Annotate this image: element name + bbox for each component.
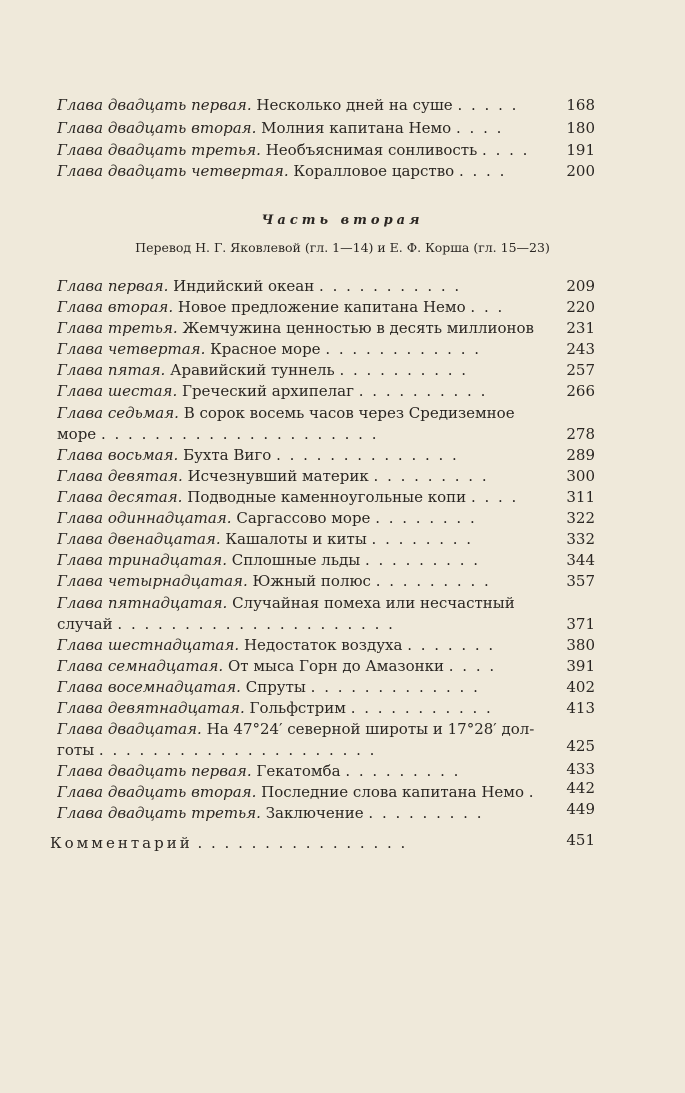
chapter-title: В сорок восемь часов через Средиземное: [183, 404, 515, 422]
page-number: 442: [566, 779, 595, 797]
leader-dots: . . . . . . . . . . . . . . . . . . . . .: [100, 425, 379, 443]
toc-entry: [57, 118, 543, 138]
toc-entry-continuation: [57, 424, 543, 444]
toc-entry-commentary: [50, 833, 543, 853]
page-number: 220: [566, 298, 595, 316]
leader-dots: . . . . . . . . . . . . .: [310, 678, 480, 696]
toc-entry-continuation: [57, 614, 543, 634]
leader-dots: . . . . .: [457, 96, 519, 114]
page-number: 209: [566, 277, 595, 295]
chapter-number: Глава шестнадцатая.: [57, 636, 240, 654]
chapter-title: На 47°24′ северной широты и 17°28′ дол-: [206, 720, 535, 738]
chapter-title: Аравийский туннель: [170, 361, 335, 379]
leader-dots: . . . . . . . . . . . . . . . . . . . . .: [98, 741, 377, 759]
chapter-title: Гекатомба: [256, 762, 341, 780]
chapter-title: Саргассово море: [236, 509, 371, 527]
leader-dots: . . . .: [470, 488, 519, 506]
chapter-number: Глава пятнадцатая.: [57, 594, 228, 612]
toc-entry: [57, 276, 543, 296]
chapter-number: Глава семнадцатая.: [57, 657, 224, 675]
part-heading: Часть вторая: [261, 213, 424, 228]
chapter-number: Глава третья.: [57, 319, 178, 337]
chapter-number: Глава двадцатая.: [57, 720, 202, 738]
chapter-title: Несколько дней на суше: [256, 96, 453, 114]
chapter-number: Глава восемнадцатая.: [57, 678, 241, 696]
page-number: 449: [566, 800, 595, 818]
page-number: 433: [566, 760, 595, 778]
page-number: 402: [566, 678, 595, 696]
page-number: 357: [566, 572, 595, 590]
toc-entry: [57, 403, 543, 423]
chapter-title: Последние слова капитана Немо: [261, 783, 524, 801]
leader-dots: . . . . . . . .: [375, 509, 477, 527]
page-number: 266: [566, 382, 595, 400]
toc-entry: [57, 656, 543, 676]
toc-entry: [57, 529, 543, 549]
toc-entry: [57, 297, 543, 317]
page-number: 257: [566, 361, 595, 379]
page-number: 322: [566, 509, 595, 527]
leader-dots: . . . .: [458, 162, 507, 180]
toc-entry: [57, 381, 543, 401]
leader-dots: . . . . . . .: [407, 636, 496, 654]
commentary-title: Комментарий: [50, 834, 193, 852]
chapter-number: Глава первая.: [57, 277, 169, 295]
chapter-title: Индийский океан: [173, 277, 315, 295]
toc-entry: [57, 508, 543, 528]
toc-entry: [57, 318, 543, 338]
page-number: 391: [566, 657, 595, 675]
page-number: 289: [566, 446, 595, 464]
toc-entry: [57, 445, 543, 465]
page-number: 191: [566, 141, 595, 159]
chapter-number: Глава девятнадцатая.: [57, 699, 245, 717]
leader-dots: . . . .: [456, 119, 504, 137]
toc-entry: [57, 140, 543, 160]
chapter-title: случай: [57, 615, 113, 633]
leader-dots: . . . . . . . . .: [375, 572, 491, 590]
chapter-number: Глава девятая.: [57, 467, 183, 485]
toc-entry: [57, 593, 543, 613]
chapter-title: Жемчужина ценностью в десять миллионов: [182, 319, 534, 337]
toc-entry: [57, 719, 543, 739]
leader-dots: . . . . . . . . . .: [339, 361, 469, 379]
leader-dots: . . . . . . . . .: [364, 551, 481, 569]
chapter-number: Глава десятая.: [57, 488, 183, 506]
leader-dots: . . . . . . . . .: [345, 762, 461, 780]
page-number: 311: [566, 488, 595, 506]
chapter-title: Молния капитана Немо: [261, 119, 452, 137]
page-number: 413: [566, 699, 595, 717]
toc-entry: [57, 466, 543, 486]
toc-entry: [57, 571, 543, 591]
leader-dots: . . . . . . . . . .: [358, 382, 488, 400]
toc-entry: [57, 782, 543, 802]
leader-dots: . . . .: [482, 141, 530, 159]
leader-dots: . . . . . . . . . . .: [350, 699, 493, 717]
page-number: 332: [566, 530, 595, 548]
chapter-title: Недостаток воздуха: [243, 636, 403, 654]
toc-entry: [57, 360, 543, 380]
page-number: 371: [566, 615, 595, 633]
chapter-number: Глава двадцать первая.: [57, 762, 252, 780]
toc-entry: [57, 698, 543, 718]
chapter-title: Кашалоты и киты: [225, 530, 367, 548]
page-number: 180: [566, 119, 595, 137]
page-number: 200: [566, 162, 595, 180]
chapter-title: Коралловое царство: [293, 162, 455, 180]
page-number: 278: [566, 425, 595, 443]
chapter-title: Новое предложение капитана Немо: [177, 298, 466, 316]
chapter-number: Глава восьмая.: [57, 446, 179, 464]
page-number: 380: [566, 636, 595, 654]
chapter-number: Глава вторая.: [57, 298, 174, 316]
chapter-number: Глава четырнадцатая.: [57, 572, 248, 590]
toc-entry: [57, 635, 543, 655]
page-number: 300: [566, 467, 595, 485]
toc-entry: [57, 161, 543, 181]
leader-dots: . . . . . . . . . . .: [319, 277, 462, 295]
page-number: 243: [566, 340, 595, 358]
chapter-title: Сплошные льды: [231, 551, 361, 569]
chapter-number: Глава двадцать вторая.: [57, 783, 257, 801]
chapter-number: Глава седьмая.: [57, 404, 179, 422]
chapter-number: Глава двадцать первая.: [57, 96, 252, 114]
chapter-title: Случайная помеха или несчастный: [232, 594, 515, 612]
chapter-title: Гольфстрим: [249, 699, 346, 717]
page-number: 231: [566, 319, 595, 337]
chapter-title: море: [57, 425, 97, 443]
leader-dots: . . . . . . . .: [371, 530, 474, 548]
page-number: 451: [566, 831, 595, 849]
chapter-title: Южный полюс: [252, 572, 371, 590]
chapter-number: Глава двадцать четвертая.: [57, 162, 289, 180]
leader-dots: . . . . . . . . .: [368, 804, 484, 822]
chapter-number: Глава шестая.: [57, 382, 178, 400]
chapter-title: готы: [57, 741, 95, 759]
leader-dots: . . . . . . . . . . . . . . . .: [197, 834, 408, 852]
toc-entry: [57, 95, 543, 115]
chapter-title: Подводные каменноугольные копи: [187, 488, 467, 506]
page-number: 425: [566, 737, 595, 755]
leader-dots: . . . .: [448, 657, 497, 675]
toc-entry: [57, 550, 543, 570]
chapter-number: Глава двадцать третья.: [57, 141, 261, 159]
toc-entry: [57, 761, 543, 781]
translators-note: Перевод Н. Г. Яковлевой (гл. 1—14) и Е. Ф. Корша (гл. 15—23): [135, 240, 550, 255]
toc-entry: [57, 677, 543, 697]
leader-dots: . . .: [470, 298, 505, 316]
chapter-title: Красное море: [210, 340, 321, 358]
chapter-number: Глава четвертая.: [57, 340, 206, 358]
leader-dots: . . . . . . . . .: [373, 467, 489, 485]
leader-dots: . . . . . . . . . . . . . .: [276, 446, 459, 464]
toc-entry: [57, 487, 543, 507]
leader-dots: . . . . . . . . . . . . . . . . . . . . .: [117, 615, 395, 633]
toc-entry: [57, 339, 543, 359]
toc-entry: [57, 803, 543, 823]
chapter-title: От мыса Горн до Амазонки: [227, 657, 444, 675]
leader-dots: . . . . . . . . . . . .: [325, 340, 482, 358]
chapter-title: Греческий архипелаг: [182, 382, 354, 400]
chapter-number: Глава пятая.: [57, 361, 166, 379]
page-number: 168: [566, 96, 595, 114]
chapter-number: Глава двенадцатая.: [57, 530, 221, 548]
chapter-title: Спруты: [245, 678, 306, 696]
chapter-title: Необъяснимая сонливость: [265, 141, 478, 159]
chapter-title: Исчезнувший материк: [187, 467, 369, 485]
page-number: 344: [566, 551, 595, 569]
toc-entry-continuation: [57, 740, 543, 760]
chapter-number: Глава двадцать вторая.: [57, 119, 257, 137]
chapter-title: Бухта Виго: [183, 446, 272, 464]
chapter-number: Глава двадцать третья.: [57, 804, 261, 822]
chapter-number: Глава одиннадцатая.: [57, 509, 232, 527]
chapter-number: Глава тринадцатая.: [57, 551, 227, 569]
chapter-title: Заключение: [265, 804, 364, 822]
leader-dots: .: [528, 783, 536, 801]
